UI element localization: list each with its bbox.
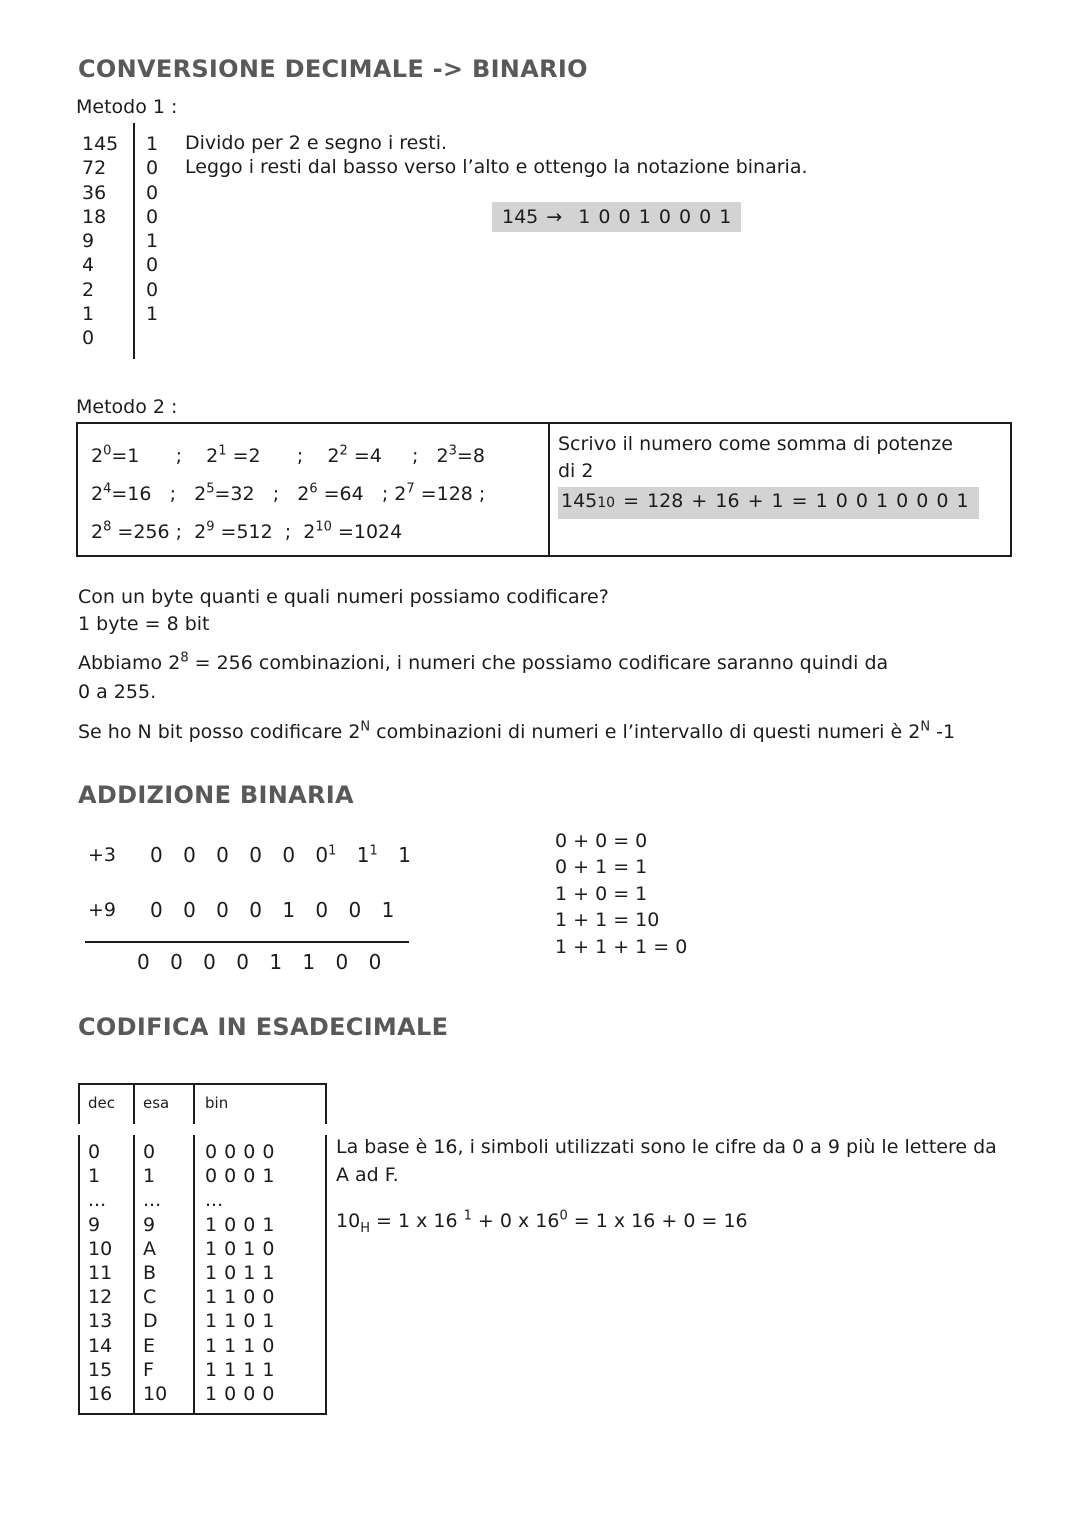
division-quotient: 1: [82, 303, 95, 326]
sum-formula-highlight: 14510 = 128 + 16 + 1 = 1 0 0 1 0 0 0 1: [558, 487, 979, 519]
hex-header-bin: bin: [205, 1094, 229, 1112]
division-remainder-column: [135, 123, 158, 359]
hex-cell-bin: 1 1 1 0: [205, 1334, 275, 1357]
hex-cell-esa: C: [143, 1286, 157, 1309]
hex-column-dec: [80, 1135, 135, 1413]
sum-of-powers-box: [550, 422, 1012, 557]
division-remainder: 0: [146, 157, 159, 180]
sum-note: Scrivo il numero come somma di potenze di 2: [558, 433, 953, 482]
hex-header-dec: dec: [80, 1085, 135, 1124]
hex-cell-bin: 1 0 1 1: [205, 1261, 275, 1284]
hex-header-esa: esa: [135, 1085, 195, 1124]
addition-rule: 0 + 1 = 1: [555, 856, 648, 879]
hex-cell-esa: A: [143, 1237, 156, 1260]
addition-rules: [555, 828, 687, 960]
division-quotient: 9: [82, 230, 95, 253]
hex-cell-dec: 14: [88, 1334, 113, 1357]
section-title-esadecimale: CODIFICA IN ESADECIMALE: [78, 1013, 449, 1041]
addition-rule: 0 + 0 = 0: [555, 830, 648, 852]
method1-note-1: Divido per 2 e segno i resti.: [185, 132, 448, 154]
powers-line-1: $2^0=1$ ; $2^1 =2$ ; $2^2 =4$ ; $2^3=8$: [91, 443, 485, 467]
hex-cell-dec: 12: [88, 1286, 113, 1309]
addition-row2-label: +9: [88, 899, 117, 921]
division-table: [82, 123, 158, 359]
addition-rule: 1 + 1 + 1 = 0: [555, 935, 688, 958]
division-quotient: 72: [82, 157, 107, 180]
division-remainder: 0: [146, 205, 159, 228]
hex-cell-bin: 0 0 0 0: [205, 1141, 275, 1163]
method1-label: Metodo 1 :: [76, 96, 178, 118]
addition-result-digits: 0 0 0 0 1 1 0 0: [137, 950, 382, 974]
addition-row2-digits: 0 0 0 0 1 0 0 1: [150, 898, 395, 922]
division-remainder: 0: [146, 278, 159, 301]
division-remainder: 0: [146, 254, 159, 277]
hex-cell-dec: 0: [88, 1141, 101, 1163]
hex-cell-bin: 1 1 0 0: [205, 1286, 275, 1309]
hex-table-body: [78, 1135, 327, 1415]
powers-line-2: $2^4=16$ ; $2^5=32$ ; $2^6 =64$ ; $2^7 =128$ ;: [91, 481, 486, 505]
addition-row1-label: +3: [88, 844, 117, 866]
byte-paragraph: [78, 584, 609, 638]
division-quotient: 18: [82, 205, 107, 228]
hex-cell-bin: ...: [205, 1189, 224, 1212]
hex-column-esa: [135, 1135, 195, 1413]
powers-of-two-box: [76, 422, 550, 557]
hex-base-note: La base è 16, i simboli utilizzati sono le cifre da 0 a 9 più le lettere da A ad F.: [336, 1136, 997, 1186]
addition-row1-digits: 0 0 0 0 0 $0^1$ $1^1$ 1: [150, 843, 411, 867]
division-remainder: 0: [146, 181, 159, 204]
byte-equivalence: 1 byte = 8 bit: [78, 613, 210, 635]
hex-table-gap: [78, 1124, 327, 1135]
hex-cell-bin: 1 0 0 1: [205, 1213, 275, 1236]
division-quotient-column: [82, 123, 135, 359]
hex-cell-esa: ...: [143, 1189, 162, 1212]
hex-formula: $10_H = 1$ x 16 $^1$ + 0 x $16^0 = 1$ x 16 + 0 = 16: [336, 1208, 748, 1236]
division-quotient: 145: [82, 133, 119, 155]
hex-cell-dec: 15: [88, 1358, 113, 1381]
hex-cell-bin: 1 1 0 1: [205, 1310, 275, 1333]
division-remainder: 1: [146, 133, 159, 155]
hex-table-header: [78, 1083, 327, 1124]
hex-cell-dec: 10: [88, 1237, 113, 1260]
hex-cell-esa: E: [143, 1334, 156, 1357]
division-quotient: 2: [82, 278, 95, 301]
binary-result-highlight: 145 → 1 0 0 1 0 0 0 1: [492, 202, 741, 232]
hex-cell-bin: 1 1 1 1: [205, 1358, 275, 1381]
hex-cell-esa: 0: [143, 1141, 156, 1163]
division-quotient: 4: [82, 254, 95, 277]
method2-label: Metodo 2 :: [76, 396, 178, 418]
addition-rule: 1 + 0 = 1: [555, 882, 648, 905]
hex-cell-dec: 1: [88, 1165, 101, 1188]
hex-cell-esa: F: [143, 1358, 154, 1381]
hex-cell-esa: D: [143, 1310, 158, 1333]
hex-cell-dec: ...: [88, 1189, 107, 1212]
byte-combinations-paragraph: Abbiamo $2^8 = 256$ combinazioni, i numeri che possiamo codificare saranno quindi da 0 a 255.: [78, 650, 889, 703]
hex-column-bin: [195, 1135, 325, 1413]
hex-cell-dec: 11: [88, 1261, 113, 1284]
division-remainder: 1: [146, 303, 159, 326]
hex-cell-esa: 1: [143, 1165, 156, 1188]
hex-cell-esa: 10: [143, 1382, 168, 1405]
division-remainder: [146, 326, 158, 350]
division-quotient: 36: [82, 181, 107, 204]
hex-cell-dec: 13: [88, 1310, 113, 1333]
division-quotient: 0: [82, 327, 95, 350]
section-title-conversione: CONVERSIONE DECIMALE -> BINARIO: [78, 55, 588, 83]
hex-cell-bin: 1 0 1 0: [205, 1237, 275, 1260]
method1-note-2: Leggo i resti dal basso verso l’alto e ottengo la notazione binaria.: [185, 156, 808, 178]
byte-question: Con un byte quanti e quali numeri possiamo codificare?: [78, 586, 609, 608]
section-title-addizione: ADDIZIONE BINARIA: [78, 781, 354, 809]
hex-cell-esa: B: [143, 1261, 157, 1284]
nbit-paragraph: Se ho N bit posso codificare $2^N$ combinazioni di numeri e l’intervallo di questi numeri è $2^N$ -1: [78, 719, 956, 743]
hex-cell-esa: 9: [143, 1213, 156, 1236]
hex-cell-bin: 0 0 0 1: [205, 1165, 275, 1188]
division-remainder: 1: [146, 230, 159, 253]
hex-table: [78, 1083, 327, 1415]
hex-cell-dec: 9: [88, 1213, 101, 1236]
hex-cell-bin: 1 0 0 0: [205, 1382, 275, 1405]
hex-cell-dec: 16: [88, 1382, 113, 1405]
addition-rule: 1 + 1 = 10: [555, 909, 660, 932]
powers-line-3: $2^8 =256$ ; $2^9 =512$ ; $2^{10} =1024$: [91, 519, 403, 543]
addition-sum-line: [85, 941, 409, 943]
